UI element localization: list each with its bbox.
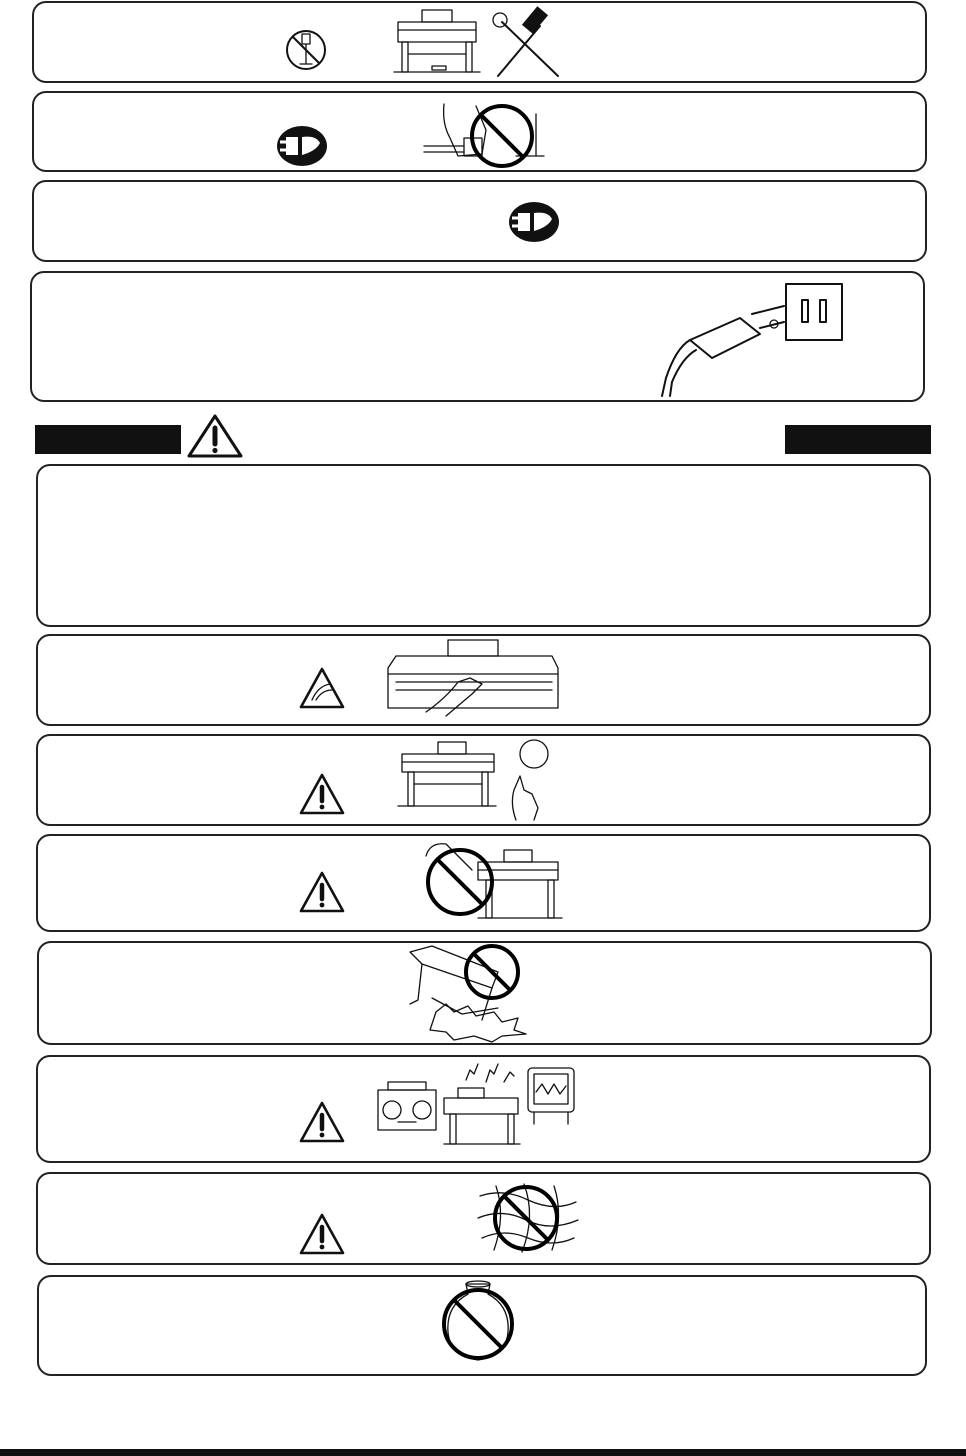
notice-box-3 (32, 180, 927, 262)
plug-into-outlet-icon (656, 278, 856, 400)
unplug-icon-2 (508, 201, 560, 243)
hands-on-piano-keys-icon (386, 638, 562, 718)
piano-and-finger-press-icon (398, 738, 554, 822)
piano-falling-prohibited-icon (402, 942, 548, 1042)
piano-with-tools-icon (392, 4, 570, 80)
caution-header-icon (186, 412, 244, 460)
no-disassembly-icon (284, 28, 328, 72)
hand-pulling-plug-prohibited-icon (424, 94, 550, 172)
tangled-cord-prohibited-icon (474, 1180, 582, 1256)
caution-header-bar-right (785, 425, 931, 454)
piano-near-audio-and-tv-icon (374, 1060, 580, 1156)
caution-icon-3 (298, 772, 346, 816)
unplug-icon (276, 125, 328, 167)
vase-prohibited-icon (438, 1278, 518, 1364)
page-bottom-rule (0, 1449, 966, 1456)
pinch-hazard-icon (298, 666, 346, 710)
caution-header-bar-left (35, 425, 181, 454)
caution-box-1 (36, 464, 931, 627)
caution-icon-4 (298, 870, 346, 914)
caution-icon-7 (298, 1212, 346, 1256)
caution-icon-6 (298, 1100, 346, 1144)
hand-leaning-on-piano-prohibited-icon (412, 836, 564, 924)
